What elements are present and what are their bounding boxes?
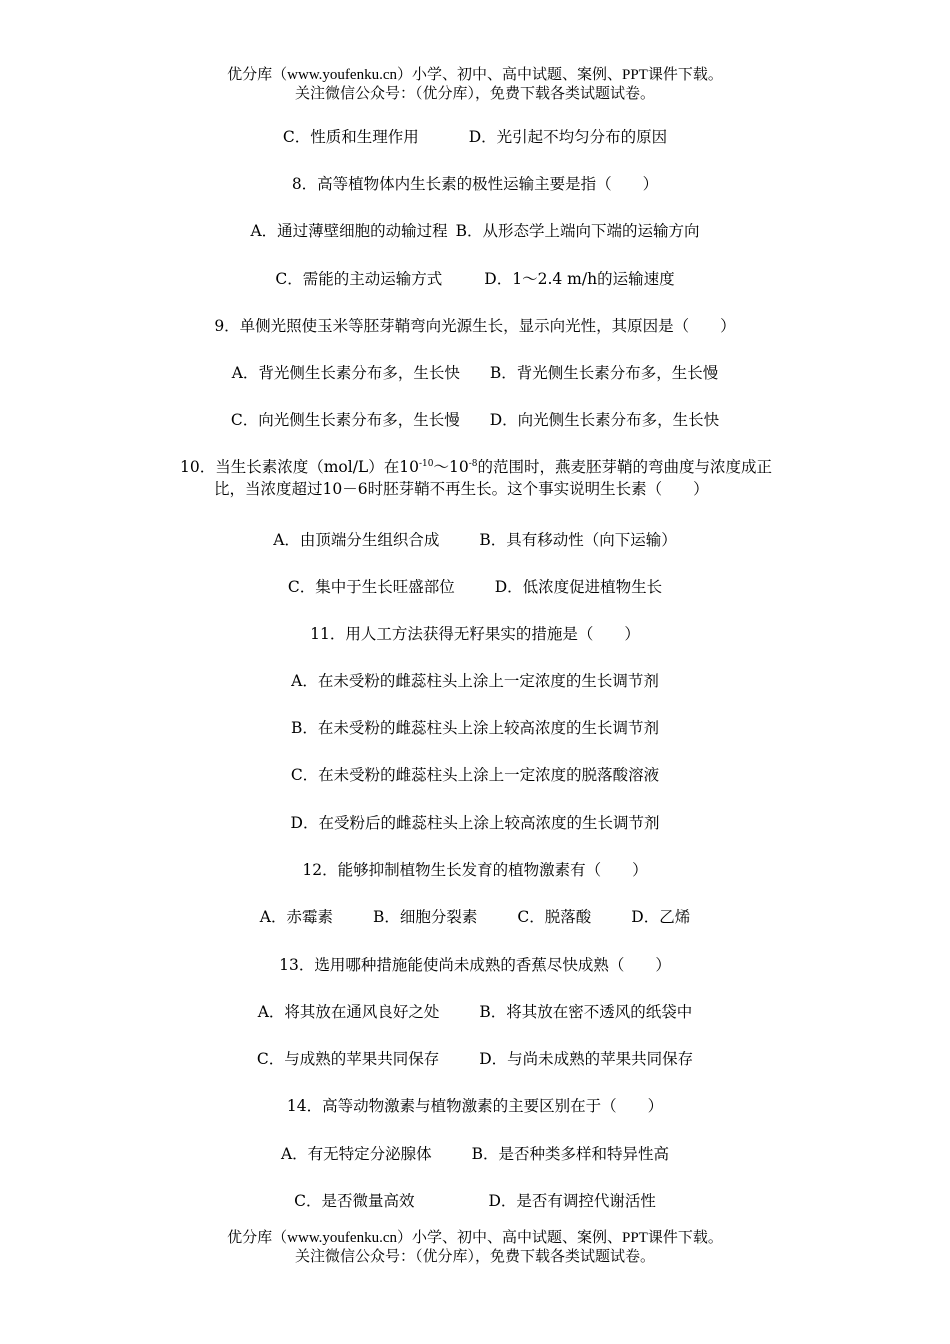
page-footer bbox=[0, 1229, 950, 1267]
q10-option-a: A．由顶端分生组织合成 bbox=[273, 531, 440, 549]
q9-option-a: A．背光侧生长素分布多，生长快 bbox=[231, 364, 460, 382]
q8-options-cd bbox=[0, 269, 950, 289]
q10-stem-pre: 10．当生长素浓度（mol/L）在10 bbox=[180, 458, 419, 476]
q11-option-a: A．在未受粉的雌蕊柱头上涂上一定浓度的生长调节剂 bbox=[291, 672, 659, 690]
q14-option-d: D．是否有调控代谢活性 bbox=[488, 1192, 656, 1210]
q10-exponent-2: -8 bbox=[468, 459, 478, 469]
q12-option-d: D．乙烯 bbox=[631, 908, 691, 926]
q10-options-cd bbox=[0, 577, 950, 597]
header-line-1: 优分库（www.youfenku.cn）小学、初中、高中试题、案例、PPT课件下载。 bbox=[227, 67, 723, 83]
header-line-2: 关注微信公众号：（优分库），免费下载各类试题试卷。 bbox=[294, 86, 655, 102]
q11-option-b: B．在未受粉的雌蕊柱头上涂上较高浓度的生长调节剂 bbox=[291, 719, 659, 737]
q9-stem: 9．单侧光照使玉米等胚芽鞘弯向光源生长，显示向光性，其原因是（ ） bbox=[214, 317, 736, 335]
q10-stem-line-2: 比，当浓度超过10－6时胚芽鞘不再生长。这个事实说明生长素（ ） bbox=[214, 480, 709, 498]
q14-option-a: A．有无特定分泌腺体 bbox=[280, 1145, 432, 1163]
q13-options-ab bbox=[0, 1002, 950, 1022]
q9-options-ab bbox=[0, 363, 950, 383]
q8-option-c: C．需能的主动运输方式 bbox=[275, 270, 443, 288]
q10-stem bbox=[180, 456, 820, 500]
q13-option-b: B．将其放在密不透风的纸袋中 bbox=[479, 1003, 693, 1021]
q10-exponent-1: -10 bbox=[418, 459, 434, 469]
q8-option-d: D．1～2.4 m/h的运输速度 bbox=[484, 270, 675, 288]
q12-option-c: C．脱落酸 bbox=[517, 908, 592, 926]
footer-line-2: 关注微信公众号：（优分库），免费下载各类试题试卷。 bbox=[294, 1249, 655, 1265]
q8-stem: 8．高等植物体内生长素的极性运输主要是指（ ） bbox=[291, 175, 659, 193]
q10-stem-mid: ～10 bbox=[433, 458, 469, 476]
q8-option-b: B．从形态学上端向下端的运输方向 bbox=[455, 222, 700, 240]
q12-options bbox=[0, 907, 950, 927]
q12-option-b: B．细胞分裂素 bbox=[372, 908, 478, 926]
q14-options-ab bbox=[0, 1144, 950, 1164]
q8-option-a: A．通过薄壁细胞的动输过程 bbox=[250, 222, 448, 240]
q13-option-a: A．将其放在通风良好之处 bbox=[257, 1003, 440, 1021]
q14-stem: 14．高等动物激素与植物激素的主要区别在于（ ） bbox=[286, 1097, 664, 1115]
q12-option-a: A．赤霉素 bbox=[259, 908, 333, 926]
q11-stem: 11．用人工方法获得无籽果实的措施是（ ） bbox=[310, 625, 640, 643]
q14-option-b: B．是否种类多样和特异性高 bbox=[471, 1145, 670, 1163]
page-header bbox=[0, 66, 950, 104]
q11-option-d: D．在受粉后的雌蕊柱头上涂上较高浓度的生长调节剂 bbox=[290, 814, 660, 832]
q9-option-b: B．背光侧生长素分布多，生长慢 bbox=[489, 364, 719, 382]
q10-options-ab bbox=[0, 530, 950, 550]
q9-option-d: D．向光侧生长素分布多，生长快 bbox=[489, 411, 720, 429]
q13-stem: 13．选用哪种措施能使尚未成熟的香蕉尽快成熟（ ） bbox=[279, 956, 671, 974]
q14-options-cd bbox=[0, 1191, 950, 1211]
q10-stem-post: 的范围时，燕麦胚芽鞘的弯曲度与浓度成正 bbox=[477, 458, 772, 476]
q11-option-c: C．在未受粉的雌蕊柱头上涂上一定浓度的脱落酸溶液 bbox=[290, 766, 660, 784]
q14-option-c: C．是否微量高效 bbox=[294, 1192, 415, 1210]
q13-options-cd bbox=[0, 1049, 950, 1069]
q7-options-cd bbox=[0, 127, 950, 147]
q12-stem: 12．能够抑制植物生长发育的植物激素有（ ） bbox=[302, 861, 648, 879]
q13-option-d: D．与尚未成熟的苹果共同保存 bbox=[479, 1050, 694, 1068]
q13-option-c: C．与成熟的苹果共同保存 bbox=[256, 1050, 440, 1068]
footer-line-1: 优分库（www.youfenku.cn）小学、初中、高中试题、案例、PPT课件下载。 bbox=[227, 1230, 723, 1246]
q10-option-b: B．具有移动性（向下运输） bbox=[479, 531, 677, 549]
q8-options-ab bbox=[0, 221, 950, 241]
q10-option-c: C．集中于生长旺盛部位 bbox=[287, 578, 455, 596]
q9-options-cd bbox=[0, 410, 950, 430]
q10-option-d: D．低浓度促进植物生长 bbox=[494, 578, 663, 596]
q7-option-c: C．性质和生理作用 bbox=[282, 128, 419, 146]
q7-option-d: D．光引起不均匀分布的原因 bbox=[468, 128, 668, 146]
q9-option-c: C．向光侧生长素分布多，生长慢 bbox=[230, 411, 460, 429]
